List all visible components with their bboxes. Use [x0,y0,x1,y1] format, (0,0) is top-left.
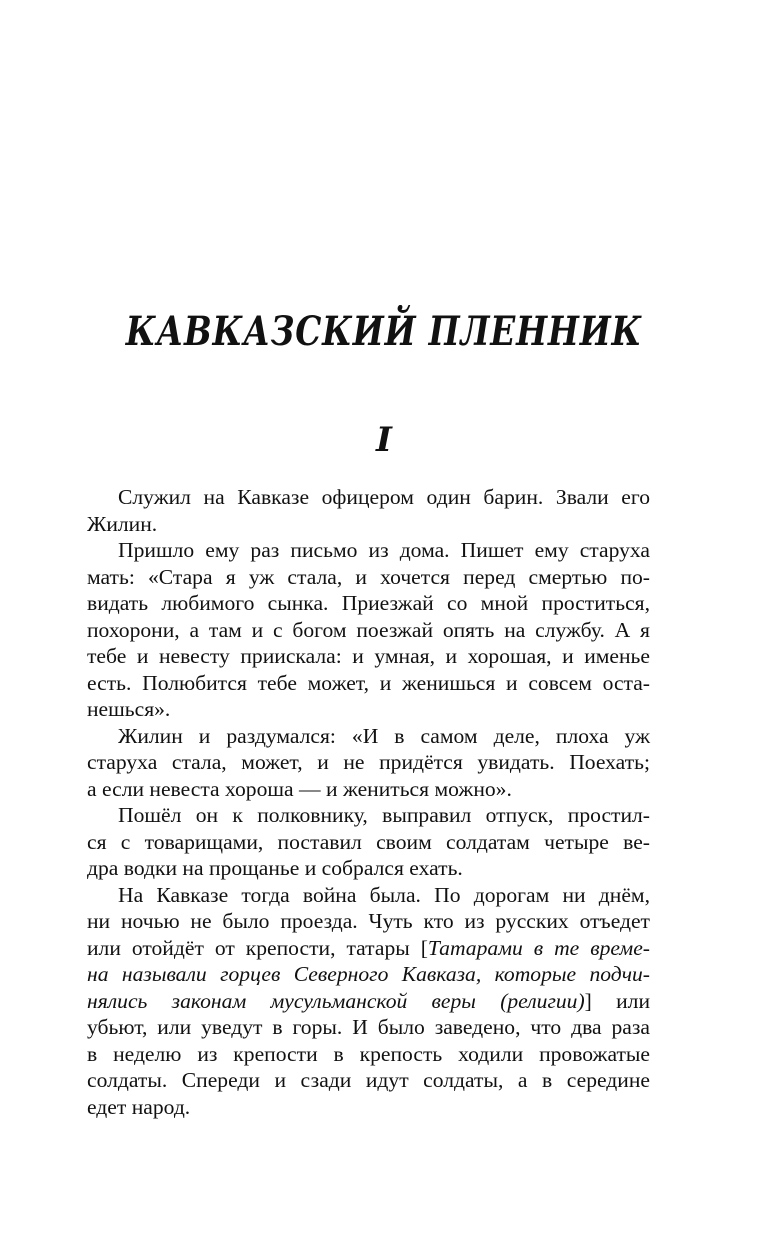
footnote-italic: Татарами в те време- [427,935,650,960]
text-line: ни ночью не было проезда. Чуть кто из русских отъедет [87,909,650,933]
text-line: видать любимого сынка. Приезжай со мной проститься, [87,591,650,615]
text-line: солдаты. Спереди и сзади идут солдаты, а в середине [87,1068,650,1092]
body-text [87,484,650,1120]
text-line: ся с товарищами, поставил своим солдатам четыре ве- [87,829,650,854]
text-line: Служил на Кавказе офицером один барин. Звали его [118,485,650,509]
text-line: в неделю из крепости в крепость ходили провожатые [87,1041,650,1066]
paragraph [87,802,650,882]
text-line: дра водки на прощанье и собрался ехать. [87,856,463,880]
footnote-italic: нялись законам мусульманской веры (религии) [87,988,585,1013]
paragraph [87,537,650,723]
paragraph [87,882,650,1121]
paragraph [87,723,650,803]
text-line: тебе и невесту приискала: и умная, и хорошая, и именье [87,644,650,668]
text-line: едет народ. [87,1094,191,1119]
text-fragment: или отойдёт от крепости, татары [ [87,935,428,960]
text-line: нешься». [87,697,171,721]
text-line: есть. Полюбится тебе может, и женишься и совсем оста- [87,670,650,695]
text-line: Жилин и раздумался: «И в самом деле, плоха уж [118,723,650,748]
story-title: КАВКАЗСКИЙ ПЛЕННИК [125,308,643,355]
text-line: мать: «Стара я уж стала, и хочется перед смертью по- [87,564,650,589]
text-line [87,935,650,962]
text-line [87,988,650,1015]
text-line: похорони, а там и с богом поезжай опять на службу. А я [87,617,650,642]
footnote-italic-line: на называли горцев Северного Кавказа, которые подчи- [87,962,650,986]
text-line: а если невеста хороша — и жениться можно». [87,776,512,801]
text-line: старуха стала, может, и не придётся увидать. Поехать; [87,750,650,774]
text-line: На Кавказе тогда война была. По дорогам ни днём, [118,882,650,907]
paragraph [87,484,650,537]
text-fragment: ] или [584,988,650,1013]
text-line: убьют, или уведут в горы. И было заведено, что два раза [87,1015,650,1039]
text-line: Пришло ему раз письмо из дома. Пишет ему старуха [118,538,650,562]
chapter-number: I [376,420,392,460]
text-line: Жилин. [87,511,158,536]
text-line: Пошёл он к полковнику, выправил отпуск, простил- [118,803,650,827]
